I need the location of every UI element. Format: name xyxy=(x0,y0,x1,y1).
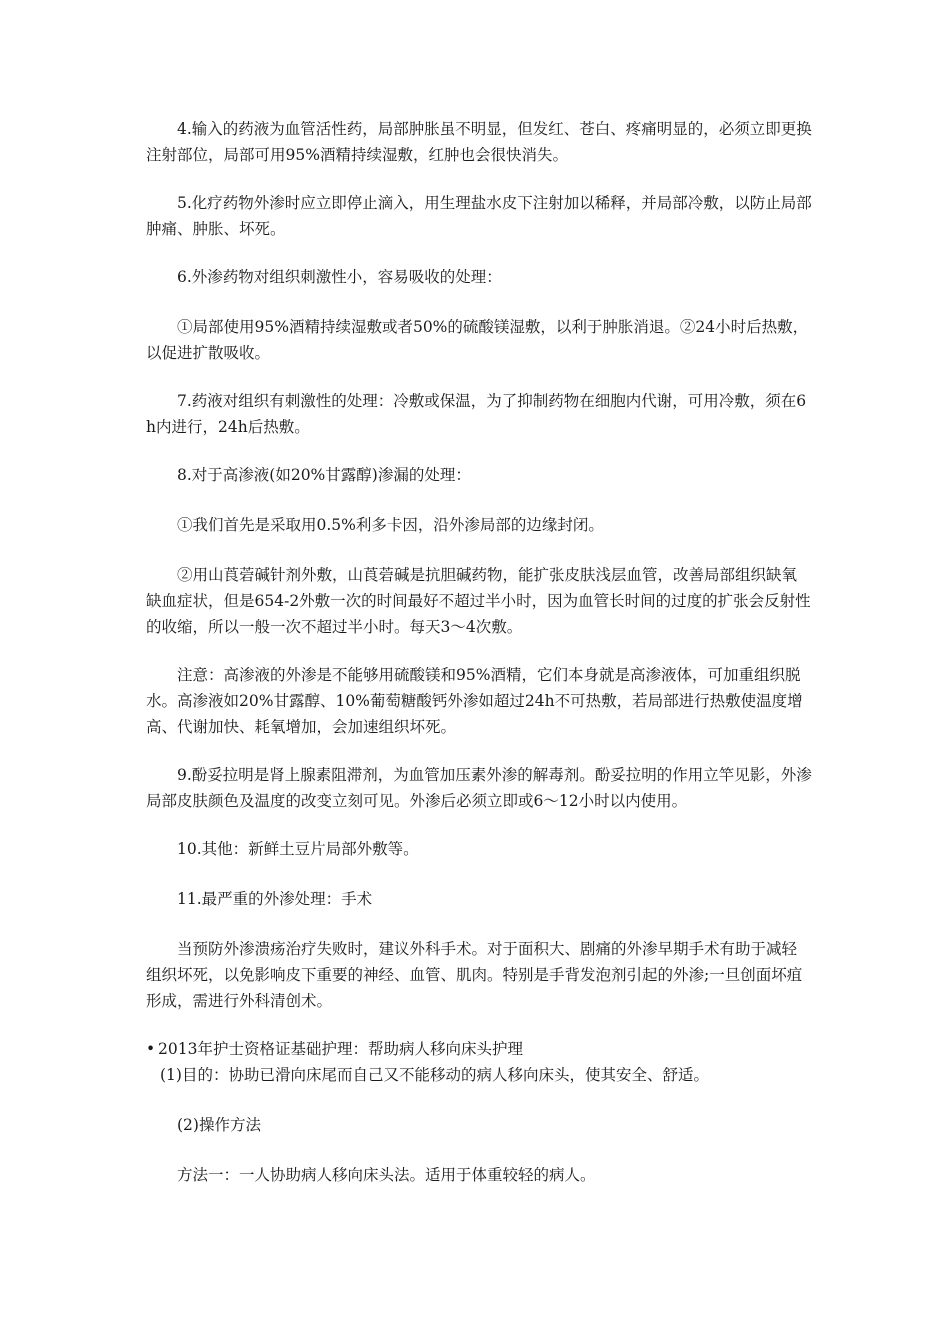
purpose-line: (1)目的：协助已滑向床尾而自己又不能移动的病人移向床头，使其安全、舒适。 xyxy=(160,1066,709,1084)
paragraph-6: 6.外渗药物对组织刺激性小，容易吸收的处理： xyxy=(177,268,502,286)
paragraph-8: 8.对于高渗液(如20%甘露醇)渗漏的处理： xyxy=(177,466,471,484)
paragraph-5: 5.化疗药物外渗时应立即停止滴入，用生理盐水皮下注射加以稀释，并局部冷敷，以防止局部肿痛、肿胀、坏死。 xyxy=(146,194,812,238)
paragraph-11-detail: 当预防外渗溃疡治疗失败时，建议外科手术。对于面积大、剧痛的外渗早期手术有助于减轻组织坏死，以免影响皮下重要的神经、血管、肌肉。特别是手背发泡剂引起的外渗;一旦创面坏疽形成，需进行外科清创术。 xyxy=(146,940,803,1010)
section-title xyxy=(146,1036,812,1062)
method-one-line: 方法一：一人协助病人移向床头法。适用于体重较轻的病人。 xyxy=(177,1166,596,1184)
paragraph-7: 7.药液对组织有刺激性的处理：冷敷或保温，为了抑制药物在细胞内代谢，可用冷敷，须在6h内进行，24h后热敷。 xyxy=(146,392,807,436)
method-heading: (2)操作方法 xyxy=(177,1116,261,1134)
bullet-icon: • xyxy=(146,1040,156,1058)
paragraph-8-step-1: ①我们首先是采取用0.5%利多卡因，沿外渗局部的边缘封闭。 xyxy=(177,516,604,534)
paragraph-note: 注意：高渗液的外渗是不能够用硫酸镁和95%酒精，它们本身就是高渗液体，可加重组织脱水。高渗液如20%甘露醇、10%葡萄糖酸钙外渗如超过24h不可热敷，若局部进行热敷使温度增高、代谢加快、耗氧增加，会加速组织坏死。 xyxy=(146,666,803,736)
section-title-text: 2013年护士资格证基础护理：帮助病人移向床头护理 xyxy=(158,1040,523,1058)
paragraph-9: 9.酚妥拉明是肾上腺素阻滞剂，为血管加压素外渗的解毒剂。酚妥拉明的作用立竿见影，外渗局部皮肤颜色及温度的改变立刻可见。外渗后必须立即或6～12小时以内使用。 xyxy=(146,766,812,810)
paragraph-10: 10.其他：新鲜土豆片局部外敷等。 xyxy=(177,840,419,858)
paragraph-8-step-2: ②用山莨菪碱针剂外敷，山莨菪碱是抗胆碱药物，能扩张皮肤浅层血管，改善局部组织缺氧缺血症状，但是654-2外敷一次的时间最好不超过半小时，因为血管长时间的过度的扩张会反射性的收缩，所以一般一次不超过半小时。每天3～4次敷。 xyxy=(146,566,811,636)
paragraph-6-detail: ①局部使用95%酒精持续湿敷或者50%的硫酸镁湿敷，以利于肿胀消退。②24小时后热敷，以促进扩散吸收。 xyxy=(146,318,809,362)
paragraph-4: 4.输入的药液为血管活性药，局部肿胀虽不明显，但发红、苍白、疼痛明显的，必须立即更换注射部位，局部可用95%酒精持续湿敷，红肿也会很快消失。 xyxy=(146,120,812,164)
paragraph-11: 11.最严重的外渗处理：手术 xyxy=(177,890,373,908)
